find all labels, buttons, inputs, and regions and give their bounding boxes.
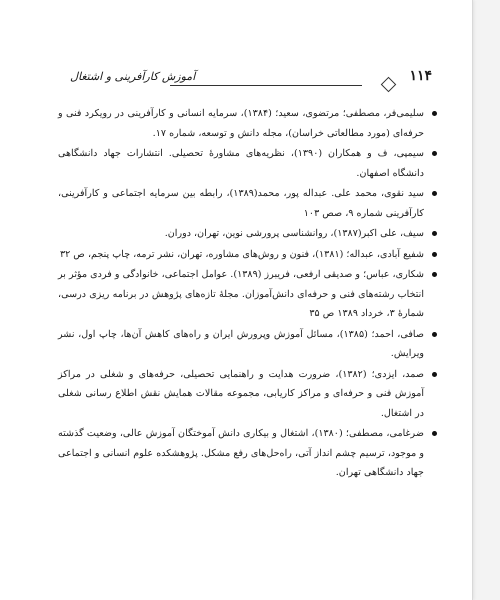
- reference-text: صمد، ایزدی؛ (۱۳۸۲)، ضرورت هدایت و راهنمایی تحصیلی، حرفه‌های و شغلی در مراکز آموزش فنی و حرفه‌ای و مراکز کاریابی، مجموعه مقالات همایش نقش اطلاع رسانی شغلی در اشتغال.: [58, 368, 424, 419]
- reference-item: [58, 224, 438, 244]
- reference-item: [58, 265, 438, 324]
- reference-item: [58, 184, 438, 223]
- reference-text: سیمپی، ف و همکاران (۱۳۹۰)، نظریه‌های مشاورهٔ تحصیلی. انتشارات جهاد دانشگاهی دانشگاه اصفهان.: [58, 148, 424, 179]
- page-header: [60, 70, 432, 92]
- reference-text: سیف، علی اکبر(۱۳۸۷)، روانشناسی پرورشی نوین، تهران، دوران.: [164, 228, 424, 239]
- running-title: آموزش کارآفرینی و اشتغال: [70, 70, 196, 83]
- reference-item: [58, 365, 438, 424]
- reference-text: صافی، احمد؛ (۱۳۸۵)، مسائل آموزش وپرورش ایران و راه‌های کاهش آن‌ها، چاپ اول، نشر ویرایش.: [58, 328, 424, 359]
- reference-item: [58, 424, 438, 483]
- reference-text: ضرغامی، مصطفی؛ (۱۳۸۰)، اشتغال و بیکاری دانش آموختگان آموزش عالی، وضعیت گذشته و موجود، ترسیم چشم انداز آتی، راه‌حل‌های رفع مشکل. پژوهشکده علوم انسانی و اجتماعی جهاد دانشگاهی تهران.: [58, 428, 424, 478]
- reference-text: سلیمی‌فر، مصطفی؛ مرتضوی، سعید؛ (۱۳۸۴)، سرمایه انسانی و کارآفرینی در رویکرد فنی و حرفه‌ای (مورد مطالعاتی خراسان)، مجله دانش و توسعه، شماره ۱۷.: [58, 108, 424, 139]
- reference-text: سید نقوی، محمد علی. عبداله پور، محمد(۱۳۸۹)، رابطه بین سرمایه اجتماعی و کارآفرینی، کارآفرینی شماره ۹، صص ۱۰۳: [58, 188, 424, 219]
- diamond-ornament-icon: [381, 77, 397, 93]
- bullet-icon: [432, 111, 437, 116]
- bullet-icon: [432, 431, 437, 436]
- reference-list: [58, 104, 438, 484]
- reference-item: [58, 144, 438, 183]
- page-number: ۱۱۴: [409, 68, 432, 84]
- reference-text: شکاری، عباس؛ و صدیقی ارفعی، فریبرز (۱۳۸۹). عوامل اجتماعی، خانوادگی و فردی مؤثر بر انتخاب رشته‌های فنی و حرفه‌ای دانش‌آموزان. مجلهٔ تازه‌های پژوهش در برنامه ریزی درسی، شمارهٔ ۳، خرداد ۱۳۸۹ ص ۳۵: [58, 269, 425, 319]
- header-rule: [170, 85, 362, 86]
- bullet-icon: [432, 252, 437, 257]
- bullet-icon: [432, 372, 437, 377]
- bullet-icon: [432, 231, 437, 236]
- bullet-icon: [432, 151, 437, 156]
- reference-item: [58, 325, 438, 364]
- bullet-icon: [432, 272, 437, 277]
- bullet-icon: [432, 191, 437, 196]
- reference-item: [58, 245, 438, 265]
- bullet-icon: [432, 332, 437, 337]
- reference-text: شفیع آبادی، عبداله؛ (۱۳۸۱)، فنون و روش‌های مشاوره، تهران، نشر ترمه، چاپ پنجم، ص ۳۲: [59, 248, 424, 260]
- reference-item: [58, 104, 438, 143]
